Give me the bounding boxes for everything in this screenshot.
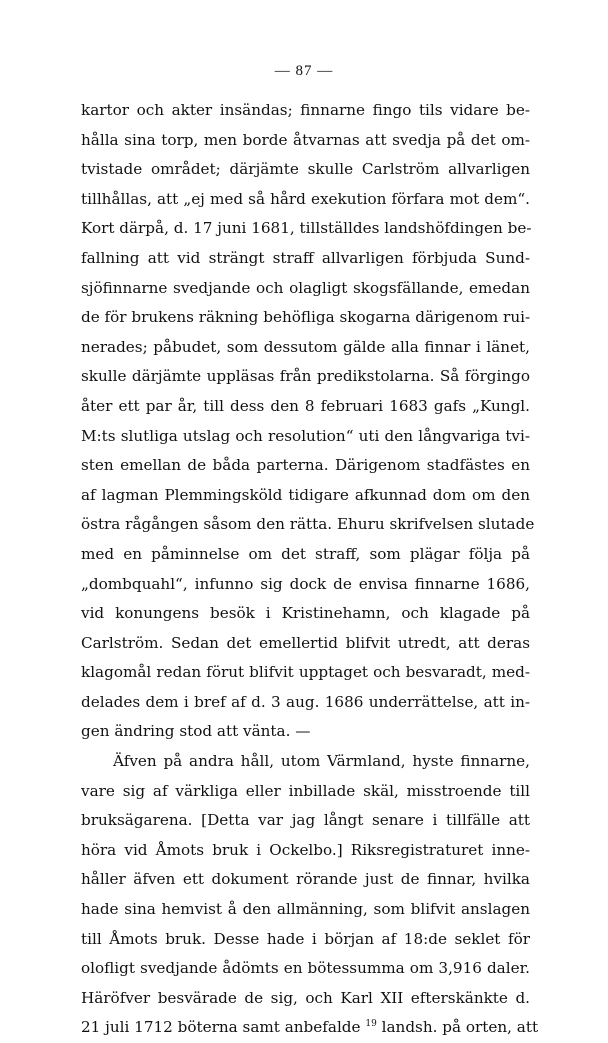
text-line: M:ts slutliga utslag och resolution“ uti den långvariga tvi- — [81, 426, 530, 445]
text-line: hade sina hemvist å den allmänning, som blifvit anslagen — [81, 900, 530, 919]
paragraph — [81, 96, 535, 747]
text-line: klagomål redan förut blifvit upptaget och besvaradt, med- — [81, 663, 530, 682]
text-line: Häröfver besvärade de sig, och Karl XII efterskänkte d. — [81, 988, 530, 1007]
text-line: nerades; påbudet, som dessutom gälde alla finnar i länet, — [81, 337, 530, 356]
text-line: vid konungens besök i Kristinehamn, och klagade på — [81, 604, 530, 623]
text-line: till Åmots bruk. Desse hade i början af 18:de seklet för — [81, 929, 530, 948]
text-line: delades dem i bref af d. 3 aug. 1686 underrättelse, att in- — [81, 692, 530, 711]
text-line: de för brukens räkning behöfliga skogarna därigenom rui- — [81, 308, 531, 327]
text-line: tillhållas, att „ej med så hård exekution förfara mot dem“. — [81, 189, 530, 208]
text-line: „dombquahl“, infunno sig dock de envisa finnarne 1686, — [81, 574, 530, 593]
text-line: höra vid Åmots bruk i Ockelbo.] Riksregistraturet inne- — [81, 840, 530, 859]
text-segment: landsh. på orten, att — [376, 1018, 539, 1037]
page-number: — 87 — — [274, 63, 334, 79]
text-segment: 21 juli 1712 böterna samt anbefalde — [81, 1018, 366, 1037]
text-line: af lagman Plemmingsköld tidigare afkunnad dom om den — [81, 485, 530, 504]
body-text — [81, 96, 539, 1043]
text-line: sjöfinnarne svedjande och olagligt skogsfällande, emedan — [81, 278, 530, 297]
text-line: olofligt svedjande ådömts en bötessumma om 3,916 daler. — [81, 959, 530, 978]
text-line: gen ändring stod att vänta. — — [81, 722, 311, 741]
text-line: bruksägarena. [Detta var jag långt senare i tillfälle att — [81, 811, 530, 830]
text-line: Äfven på andra håll, utom Värmland, hyste finnarne, — [113, 752, 530, 771]
text-line: hålla sina torp, men borde åtvarnas att svedja på det om- — [81, 130, 530, 149]
text-line: östra rågången såsom den rätta. Ehuru skrifvelsen slutade — [81, 515, 535, 534]
text-line: Kort därpå, d. 17 juni 1681, tillställdes landshöfdingen be- — [81, 219, 532, 238]
text-line: håller äfven ett dokument rörande just de finnar, hvilka — [81, 870, 530, 889]
text-line: fallning att vid strängt straff allvarligen förbjuda Sund- — [81, 248, 530, 267]
text-line — [81, 1013, 539, 1043]
text-line: vare sig af värkliga eller inbillade skäl, misstroende till — [81, 781, 530, 800]
text-line: Carlström. Sedan det emellertid blifvit utredt, att deras — [81, 633, 530, 652]
text-line: tvistade området; därjämte skulle Carlström allvarligen — [81, 160, 530, 179]
text-line: med en påminnelse om det straff, som plägar följa på — [81, 544, 530, 563]
text-line: åter ett par år, till dess den 8 februari 1683 gafs „Kungl. — [81, 396, 530, 415]
text-line: sten emellan de båda parterna. Därigenom stadfästes en — [81, 456, 530, 475]
footnote-marker: 19 — [365, 1019, 377, 1030]
text-line: skulle därjämte uppläsas från predikstolarna. Så förgingo — [81, 367, 530, 386]
paragraph — [81, 747, 539, 1043]
text-line: kartor och akter insändas; finnarne fingo tils vidare be- — [81, 101, 530, 119]
